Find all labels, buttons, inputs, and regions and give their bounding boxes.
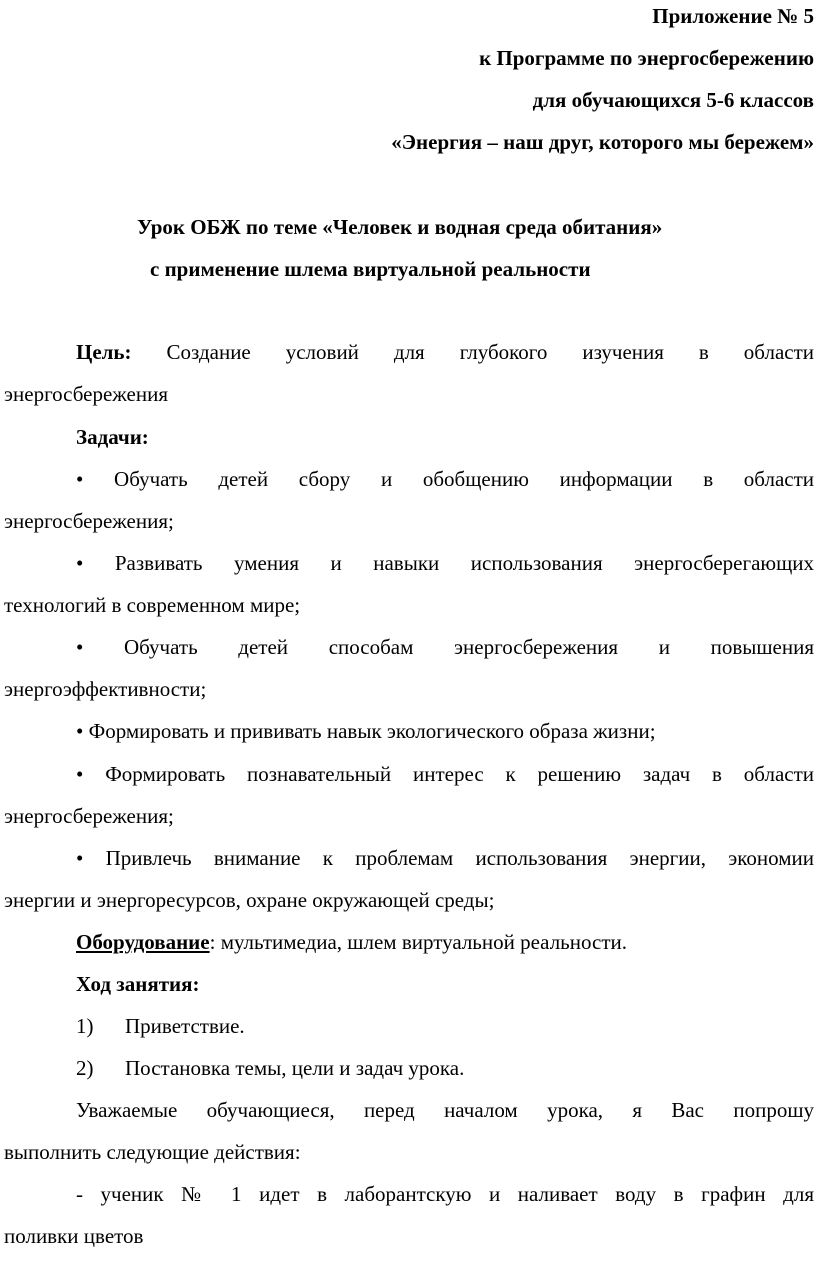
course-step-2-number: 2) (76, 1056, 94, 1080)
paragraph-1-line2: выполнить следующие действия: (4, 1140, 301, 1164)
goal-label: Цель: (76, 340, 132, 364)
equipment-label: Оборудование (76, 930, 210, 954)
paragraph-2-line2: поливки цветов (4, 1224, 144, 1248)
course-step-2 (76, 1056, 464, 1081)
appendix-number: Приложение № 5 (652, 4, 814, 28)
lesson-title-line2: с применение шлема виртуальной реальности (150, 257, 591, 281)
course-step-1-text: Приветствие. (125, 1014, 245, 1038)
course-step-1-number: 1) (76, 1014, 94, 1038)
task-item-6-line1: • Привлечь внимание к проблемам использования энергии, экономии (76, 846, 814, 870)
program-title: «Энергия – наш друг, которого мы бережем» (391, 130, 814, 154)
task-item-5-line2: энергосбережения; (4, 804, 174, 828)
goal-text: Создание условий для глубокого изучения в области (166, 340, 814, 364)
paragraph-2-line1: - ученик № 1 идет в лаборантскую и наливает воду в графин для (76, 1182, 814, 1206)
task-item-3-line1: • Обучать детей способам энергосбережения и повышения (76, 635, 814, 659)
paragraph-1-line1: Уважаемые обучающиеся, перед началом урока, я Вас попрошу (76, 1098, 814, 1122)
equipment-line (76, 930, 627, 955)
task-item-5-line1: • Формировать познавательный интерес к решению задач в области (76, 762, 814, 786)
task-item-4-line1: • Формировать и прививать навык экологического образа жизни; (76, 719, 656, 743)
course-heading: Ход занятия: (76, 972, 200, 996)
goal-line1 (76, 340, 814, 365)
task-item-1-line2: энергосбережения; (4, 509, 174, 533)
task-item-2-line1: • Развивать умения и навыки использования энергосберегающих (76, 551, 814, 575)
task-item-1-line1: • Обучать детей сбору и обобщению информации в области (76, 467, 814, 491)
tasks-heading: Задачи: (76, 425, 149, 449)
task-item-2-line2: технологий в современном мире; (4, 593, 301, 617)
course-step-1 (76, 1014, 245, 1039)
audience-line: для обучающихся 5-6 классов (532, 88, 814, 112)
task-item-6-line2: энергии и энергоресурсов, охране окружающей среды; (4, 888, 495, 912)
task-item-3-line2: энергоэффективности; (4, 677, 207, 701)
lesson-title-line1: Урок ОБЖ по теме «Человек и водная среда обитания» (137, 215, 663, 239)
program-reference: к Программе по энергосбережению (479, 46, 814, 70)
course-step-2-text: Постановка темы, цели и задач урока. (125, 1056, 465, 1080)
goal-line2: энергосбережения (4, 382, 169, 406)
equipment-text: : мультимедиа, шлем виртуальной реальности. (209, 930, 627, 954)
